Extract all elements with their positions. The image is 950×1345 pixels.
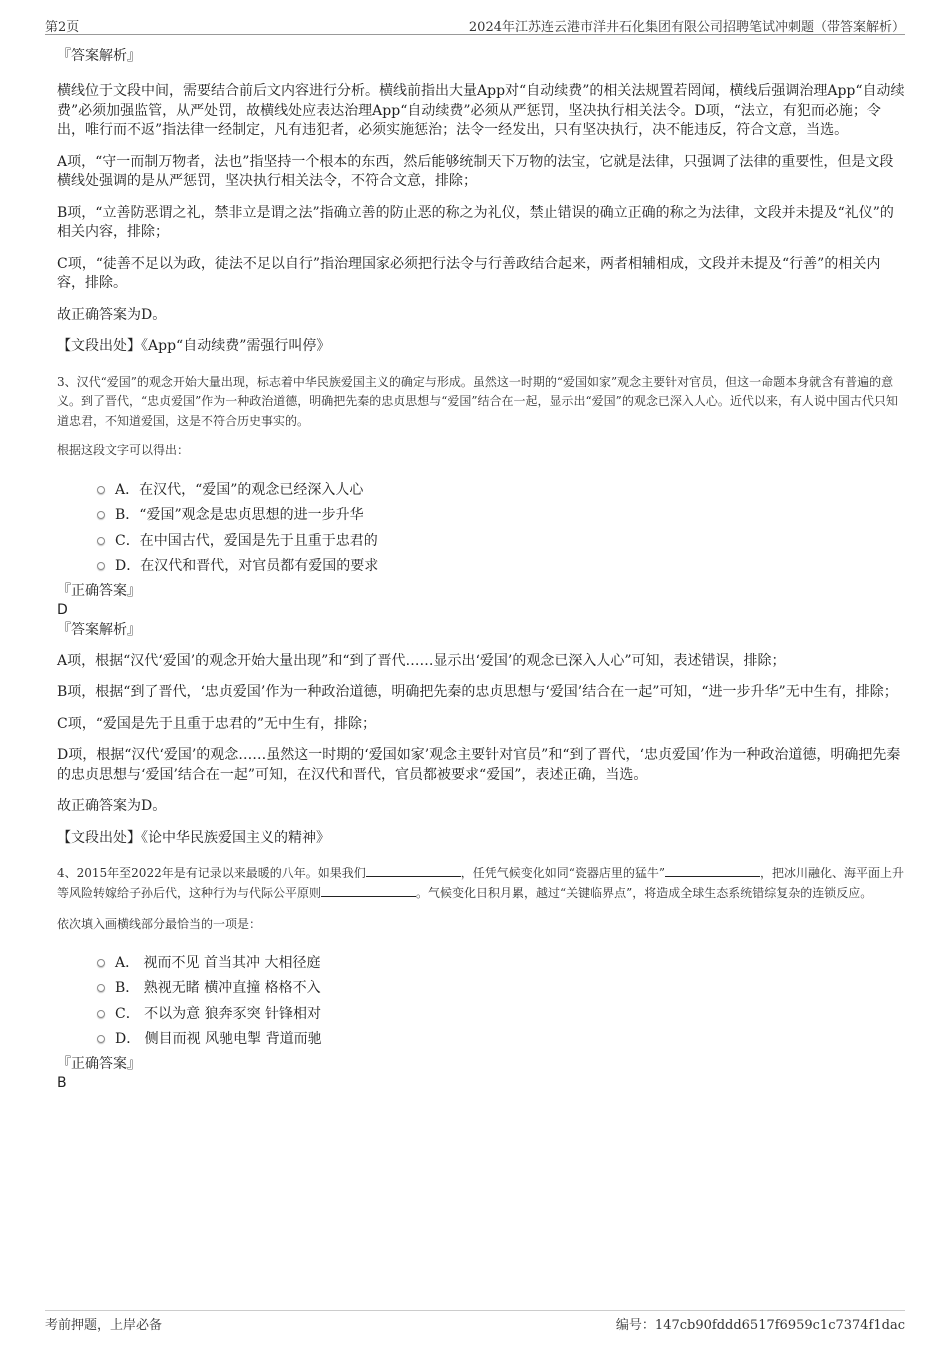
option-a[interactable]: A．在汉代，“爱国”的观念已经深入人心 [57, 478, 905, 504]
footer-slogan: 考前押题，上岸必备 [45, 1318, 163, 1333]
analysis-heading: 『答案解析』 [57, 48, 141, 64]
analysis-paragraph: B项，根据“到了晋代，‘忠贞爱国’作为一种政治道德，明确把先秦的忠贞思想与‘爱国’结合在一起”可知，“进一步升华”无中生有，排除； [57, 684, 898, 700]
radio-icon[interactable] [97, 511, 105, 519]
question-stem: 3、汉代“爱国”的观念开始大量出现，标志着中华民族爱国主义的确定与形成。虽然这一时期的“爱国如家”观念主要针对官员，但这一命题本身就含有普遍的意义。到了晋代，“忠贞爱国”作为一种政治道德，明确把先秦的忠贞思想与“爱国”结合在一起，显示出“爱国”的观念已深入人心。近代以来，有人说中国古代只知道忠君，不知道爱国，这是不符合历史事实的。 [57, 374, 898, 428]
fill-blank [366, 864, 461, 877]
correct-answer: B [57, 1074, 67, 1091]
option-a[interactable]: A． 视而不见 首当其冲 大相径庭 [57, 951, 905, 977]
analysis-paragraph: B项，“立善防恶谓之礼，禁非立是谓之法”指确立善的防止恶的称之为礼仪，禁止错误的确立正确的称之为法律，文段并未提及“礼仪”的相关内容，排除； [57, 204, 894, 240]
radio-icon[interactable] [97, 1035, 105, 1043]
question-prompt: 根据这段文字可以得出： [57, 443, 190, 457]
page-content [57, 44, 905, 1093]
page-header [45, 14, 905, 35]
analysis-conclusion: 故正确答案为D。 [57, 798, 167, 814]
option-b[interactable]: B．“爱国”观念是忠贞思想的进一步升华 [57, 503, 905, 529]
option-d[interactable]: D． 侧目而视 风驰电掣 背道而驰 [57, 1027, 905, 1053]
page-footer [45, 1310, 905, 1333]
option-list [57, 951, 905, 1053]
question-stem: 4、2015年至2022年是有记录以来最暖的八年。如果我们 ，任凭气候变化如同“瓷器店里的猛牛” ，把冰川融化、海平面上升等风险转嫁给子孙后代，这种行为与代际公平原则 。气候变化日积月累，越过“关键临界点”，将造成全球生态系统错综复杂的连锁反应。 [57, 866, 905, 900]
correct-answer-heading: 『正确答案』 [57, 1055, 141, 1072]
analysis-conclusion: 故正确答案为D。 [57, 306, 167, 323]
option-b[interactable]: B． 熟视无睹 横冲直撞 格格不入 [57, 976, 905, 1002]
radio-icon[interactable] [97, 959, 105, 967]
analysis-paragraph: D项，根据“汉代‘爱国’的观念……虽然这一时期的‘爱国如家’观念主要针对官员”和“到了晋代，‘忠贞爱国’作为一种政治道德，明确把先秦的忠贞思想与‘爱国’结合在一起”可知，在汉代和晋代，官员都被要求“爱国”，表述正确，当选。 [57, 747, 901, 783]
option-d[interactable]: D．在汉代和晋代，对官员都有爱国的要求 [57, 554, 905, 580]
source-citation: 【文段出处】《App“自动续费”需强行叫停》 [57, 338, 331, 354]
radio-icon[interactable] [97, 984, 105, 992]
analysis-heading: 『答案解析』 [57, 621, 141, 638]
analysis-paragraph: C项，“爱国是先于且重于忠君的”无中生有，排除； [57, 715, 377, 732]
source-citation: 【文段出处】《论中华民族爱国主义的精神》 [57, 829, 330, 846]
page-number: 第2页 [45, 20, 80, 35]
document-title: 2024年江苏连云港市洋井石化集团有限公司招聘笔试冲刺题（带答案解析） [468, 20, 905, 35]
option-c[interactable]: C． 不以为意 狼奔豕突 针锋相对 [57, 1002, 905, 1028]
radio-icon[interactable] [97, 1010, 105, 1018]
correct-answer-heading: 『正确答案』 [57, 582, 141, 599]
fill-blank [665, 864, 760, 877]
radio-icon[interactable] [97, 562, 105, 570]
radio-icon[interactable] [97, 537, 105, 545]
analysis-paragraph: C项，“徒善不足以为政，徒法不足以自行”指治理国家必须把行法令与行善政结合起来，两者相辅相成，文段并未提及“行善”的相关内容，排除。 [57, 255, 881, 291]
correct-answer: D [57, 601, 68, 618]
analysis-paragraph: 横线位于文段中间，需要结合前后文内容进行分析。横线前指出大量App对“自动续费”的相关法规置若罔闻，横线后强调治理App“自动续费”必须加强监管，从严处罚，故横线处应表达治理App“自动续费”必须从严惩罚，坚决执行相关法令。D项，“法立，有犯而必施；令出，唯行而不返”指法律一经制定，凡有违犯者，必须实施惩治；法令一经发出，只有坚决执行，决不能违反，符合文意，当选。 [57, 83, 905, 138]
option-c[interactable]: C．在中国古代，爱国是先于且重于忠君的 [57, 529, 905, 555]
document-serial: 编号：147cb90fddd6517f6959c1c7374f1dac [615, 1318, 905, 1333]
option-list [57, 478, 905, 580]
analysis-paragraph: A项，“守一而制万物者，法也”指坚持一个根本的东西，然后能够统制天下万物的法宝，它就是法律，只强调了法律的重要性，但是文段横线处强调的是从严惩罚，坚决执行相关法令，不符合文意，排除； [57, 153, 894, 189]
fill-blank [321, 884, 416, 897]
question-prompt: 依次填入画横线部分最恰当的一项是： [57, 917, 262, 931]
analysis-paragraph: A项，根据“汉代‘爱国’的观念开始大量出现”和“到了晋代……显示出‘爱国’的观念已深入人心”可知，表述错误，排除； [57, 652, 786, 669]
radio-icon[interactable] [97, 486, 105, 494]
